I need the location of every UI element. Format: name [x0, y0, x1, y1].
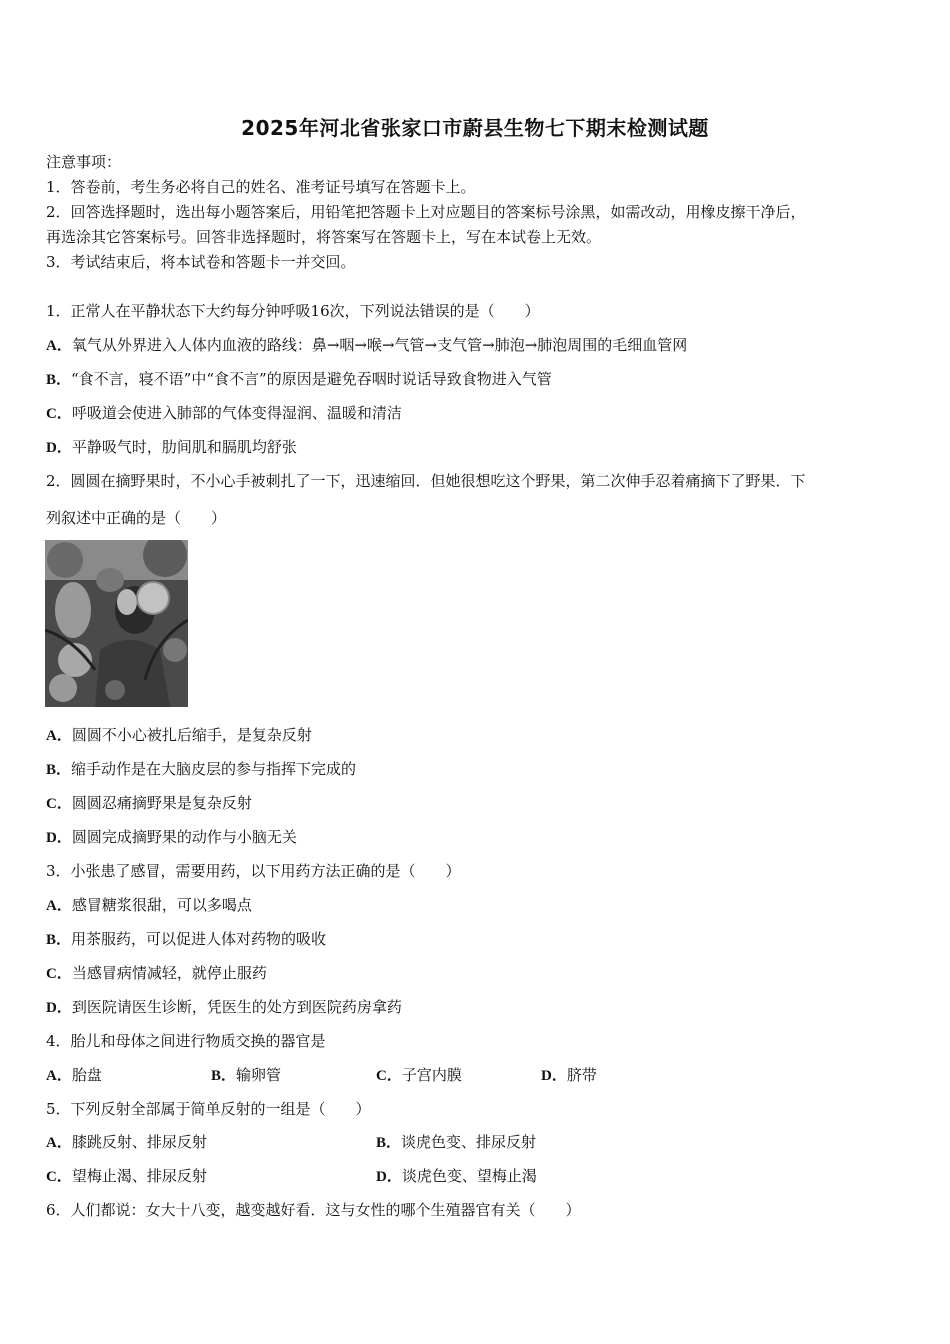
option-letter: C．: [376, 1068, 402, 1084]
option-letter: C．: [46, 1169, 72, 1185]
q5-option-c: [46, 1166, 376, 1187]
notice-item-2: 2．回答选择题时，选出每小题答案后，用铅笔把答题卡上对应题目的答案标号涂黑，如需改动，用橡皮擦干净后，: [46, 203, 806, 221]
option-letter: D．: [46, 830, 72, 846]
q1-option-b: [46, 369, 552, 390]
q5-options-row-1: [46, 1132, 906, 1153]
option-letter: D．: [376, 1169, 402, 1185]
photo-illustration: [45, 540, 188, 707]
option-letter: B．: [46, 932, 72, 948]
q2-option-d: [46, 827, 297, 848]
option-letter: A．: [46, 338, 72, 354]
q2-option-c: [46, 793, 252, 814]
q1-option-d: [46, 437, 297, 458]
option-letter: B．: [211, 1068, 237, 1084]
option-letter: B．: [46, 372, 72, 388]
q3-stem: 3．小张患了感冒，需要用药，以下用药方法正确的是（ ）: [46, 862, 461, 880]
option-letter: C．: [46, 796, 72, 812]
q1-stem: 1．正常人在平静状态下大约每分钟呼吸16次，下列说法错误的是（ ）: [46, 302, 540, 320]
option-text: 谈虎色变、望梅止渴: [401, 1167, 537, 1185]
q2-stem-cont: 列叙述中正确的是（ ）: [46, 509, 227, 527]
q5-stem: 5．下列反射全部属于简单反射的一组是（ ）: [46, 1100, 371, 1118]
q1-option-c: [46, 403, 402, 424]
q2-stem: 2．圆圆在摘野果时，不小心手被刺扎了一下，迅速缩回．但她很想吃这个野果，第二次伸手忍着痛摘下了野果．下: [46, 472, 806, 490]
q4-option-c: [376, 1065, 541, 1086]
option-text: “食不言，寝不语”中“食不言”的原因是避免吞咽时说话导致食物进入气管: [71, 370, 552, 388]
q4-option-a: [46, 1065, 211, 1086]
option-letter: C．: [46, 406, 72, 422]
option-text: 到医院请医生诊断，凭医生的处方到医院药房拿药: [71, 998, 402, 1016]
q4-option-d: [541, 1065, 706, 1086]
q5-option-a: [46, 1132, 376, 1153]
q3-option-d: [46, 997, 402, 1018]
q6-stem: 6．人们都说：女大十八变，越变越好看．这与女性的哪个生殖器官有关（ ）: [46, 1201, 581, 1219]
q5-option-d: [376, 1166, 706, 1187]
option-letter: A．: [46, 728, 72, 744]
option-text: 圆圆完成摘野果的动作与小脑无关: [71, 828, 297, 846]
notice-item-2-cont: 再选涂其它答案标号。回答非选择题时，将答案写在答题卡上，写在本试卷上无效。: [46, 228, 602, 246]
option-text: 当感冒病情减轻，就停止服药: [71, 964, 267, 982]
q5-option-b: [376, 1132, 706, 1153]
q5-options-row-2: [46, 1166, 906, 1187]
option-text: 圆圆不小心被扎后缩手，是复杂反射: [71, 726, 312, 744]
option-text: 脐带: [566, 1066, 597, 1084]
q4-option-b: [211, 1065, 376, 1086]
q4-stem: 4．胎儿和母体之间进行物质交换的器官是: [46, 1032, 326, 1050]
option-text: 缩手动作是在大脑皮层的参与指挥下完成的: [71, 760, 357, 778]
option-text: 子宫内膜: [401, 1066, 462, 1084]
q3-option-b: [46, 929, 326, 950]
option-letter: C．: [46, 966, 72, 982]
option-text: 感冒糖浆很甜，可以多喝点: [71, 896, 252, 914]
option-text: 膝跳反射、排尿反射: [71, 1133, 207, 1151]
option-letter: D．: [46, 1000, 72, 1016]
option-letter: A．: [46, 898, 72, 914]
notice-item-1: 1．答卷前，考生务必将自己的姓名、准考证号填写在答题卡上。: [46, 178, 476, 196]
q4-options: [46, 1065, 906, 1086]
option-text: 氧气从外界进入人体内血液的路线：鼻→咽→喉→气管→支气管→肺泡→肺泡周围的毛细血管网: [71, 336, 688, 354]
q3-option-a: [46, 895, 252, 916]
q3-option-c: [46, 963, 267, 984]
page-title: 2025年河北省张家口市蔚县生物七下期末检测试题: [241, 116, 709, 140]
q1-option-a: [46, 335, 687, 356]
option-letter: B．: [46, 762, 72, 778]
option-text: 用茶服药，可以促进人体对药物的吸收: [71, 930, 327, 948]
option-letter: D．: [46, 440, 72, 456]
option-text: 呼吸道会使进入肺部的气体变得湿润、温暖和清洁: [71, 404, 402, 422]
option-letter: A．: [46, 1135, 72, 1151]
option-text: 谈虎色变、排尿反射: [401, 1133, 537, 1151]
option-text: 圆圆忍痛摘野果是复杂反射: [71, 794, 252, 812]
option-text: 输卵管: [236, 1066, 282, 1084]
notice-item-3: 3．考试结束后，将本试卷和答题卡一并交回。: [46, 253, 356, 271]
option-letter: B．: [376, 1135, 402, 1151]
q2-option-a: [46, 725, 312, 746]
option-letter: A．: [46, 1068, 72, 1084]
notice-heading: 注意事项：: [46, 153, 122, 171]
option-letter: D．: [541, 1068, 567, 1084]
q2-option-b: [46, 759, 356, 780]
q2-photo-picking-fruit: [45, 540, 188, 707]
option-text: 望梅止渴、排尿反射: [71, 1167, 207, 1185]
option-text: 胎盘: [71, 1066, 102, 1084]
option-text: 平静吸气时，肋间肌和膈肌均舒张: [71, 438, 297, 456]
